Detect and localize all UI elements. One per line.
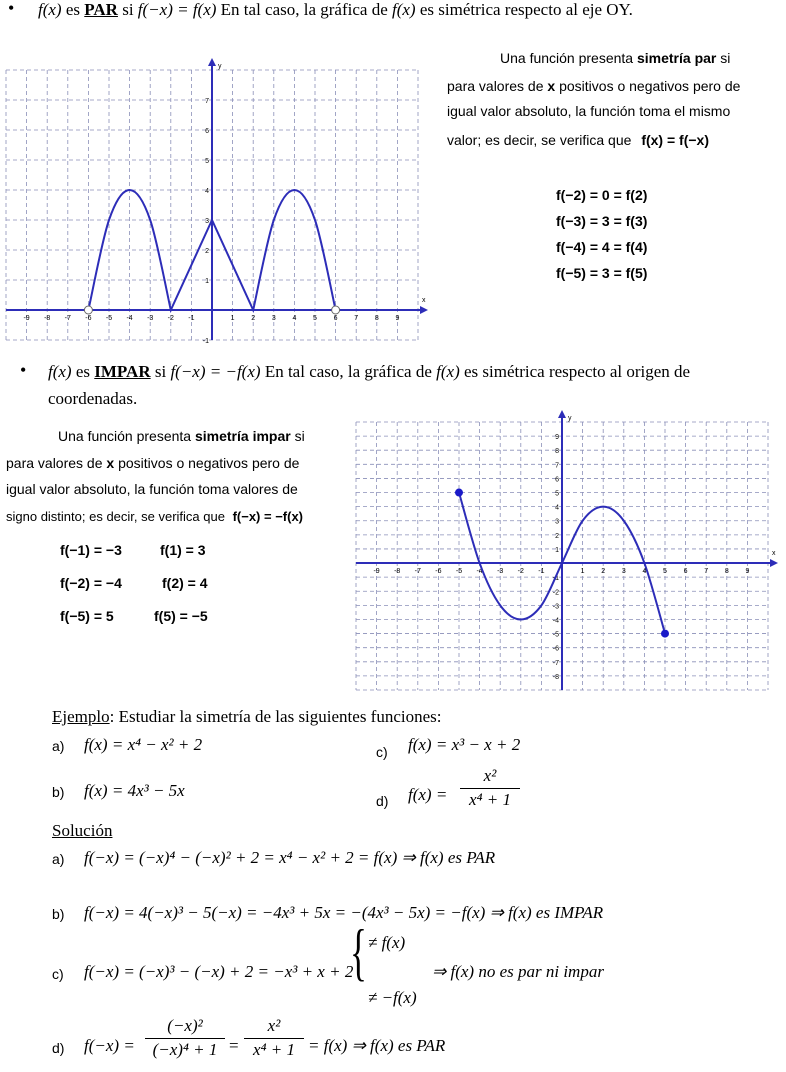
impar-example: f(−1) = −3 [60, 542, 122, 558]
tail-post: es simétrica respecto al origen de [463, 362, 691, 381]
fx2: f(x) [392, 0, 416, 19]
closed-point [455, 489, 463, 497]
example-d-num: x² [483, 766, 497, 785]
x-tick-label: -3 [147, 315, 154, 322]
desc3a: para valores de [6, 455, 103, 471]
y-axis-label: y [568, 415, 572, 422]
par-definition-line [38, 0, 633, 20]
x-tick-label: 9 [395, 315, 400, 322]
solution-b: f(−x) = 4(−x)³ − 5(−x) = −4x³ + 5x = −(4x³ − 5x) = −f(x) ⇒ f(x) es IMPAR [84, 903, 604, 922]
impar-desc-line3: igual valor absoluto, la función toma valores de [6, 481, 298, 497]
x-axis-label: x [422, 297, 426, 304]
x-tick-label: -4 [126, 315, 133, 322]
y-tick-label: 5 [555, 490, 559, 498]
solution-d-frac1 [145, 1016, 225, 1060]
y-tick-label: 3 [205, 218, 209, 225]
par-condition: f(−x) = f(x) [137, 0, 217, 19]
example-c: f(x) = x³ − x + 2 [408, 735, 521, 754]
x-axis-arrow [770, 559, 778, 567]
y-tick-label: -6 [552, 645, 559, 653]
example-d-lhs: f(x) = [408, 785, 448, 804]
example-title-rest: : Estudiar la simetría de las siguientes funciones: [109, 707, 442, 726]
desc1: Una función presenta [500, 50, 634, 66]
y-tick-label: 5 [205, 158, 209, 165]
y-tick-label: 4 [555, 504, 559, 512]
solution-d-den2: x⁴ + 1 [244, 1038, 304, 1060]
solution-c-bottom: ≠ −f(x) [368, 988, 417, 1007]
impar-example: f(2) = 4 [162, 575, 208, 591]
y-tick-label: -7 [552, 659, 559, 667]
example-d-den: x⁴ + 1 [460, 788, 520, 810]
desc2: si [720, 50, 731, 66]
example-a: f(x) = x⁴ − x² + 2 [84, 735, 203, 754]
y-tick-label: 6 [205, 128, 209, 135]
x-tick-label: -7 [414, 568, 421, 576]
x-tick-label: -8 [44, 315, 51, 322]
y-tick-label: 3 [555, 518, 559, 526]
x-tick-label: -6 [435, 568, 442, 576]
fx: f(x) [38, 0, 62, 19]
desc-bold: simetría par [636, 50, 717, 66]
closed-point [661, 630, 669, 638]
x-tick-label: -2 [167, 315, 174, 322]
y-tick-label: 9 [555, 434, 559, 442]
solution-c: f(−x) = (−x)³ − (−x) + 2 = −x³ + x + 2 [84, 962, 354, 981]
y-tick-label: 8 [555, 448, 559, 456]
par-chart [0, 46, 430, 346]
y-tick-label: -3 [552, 603, 559, 611]
impar-label: IMPAR [94, 362, 151, 381]
x-tick-label: 2 [601, 568, 606, 576]
impar-definition-line [48, 362, 690, 382]
open-point [84, 306, 92, 314]
bullet: • [8, 0, 15, 18]
y-tick-label: -5 [552, 631, 559, 639]
y-tick-label: 7 [205, 98, 209, 105]
x-tick-label: 6 [333, 315, 338, 322]
x-tick-label: -5 [455, 568, 463, 576]
y-tick-label: 6 [555, 476, 559, 484]
solution-a: f(−x) = (−x)⁴ − (−x)² + 2 = x⁴ − x² + 2 = f(x) ⇒ f(x) es PAR [84, 848, 496, 867]
desc5a: valor; es decir, se verifica que [447, 132, 632, 148]
desc3x: x [547, 78, 556, 94]
desc2: si [294, 428, 305, 444]
example-d-frac [460, 766, 520, 810]
y-tick-label: 2 [555, 532, 559, 540]
es-word: es [75, 362, 91, 381]
bullet: • [20, 360, 27, 380]
si-word: si [154, 362, 167, 381]
impar-examples [60, 542, 260, 641]
y-axis-arrow [558, 410, 566, 418]
es-word: es [65, 0, 81, 19]
par-label: PAR [84, 0, 118, 19]
x-tick-label: -8 [394, 568, 401, 576]
y-tick-label: -1 [552, 575, 559, 583]
par-desc-line3: igual valor absoluto, la función toma el mismo [447, 103, 731, 119]
impar-example-row [60, 542, 260, 575]
label-a: a) [52, 851, 65, 867]
x-tick-label: -1 [188, 315, 195, 322]
y-tick-label: 1 [555, 546, 559, 554]
x-tick-label: 9 [745, 568, 750, 576]
x-tick-label: -3 [497, 568, 504, 576]
desc3x: x [106, 455, 115, 471]
desc1: Una función presenta [58, 428, 192, 444]
solution-c-tail: ⇒ f(x) no es par ni impar [432, 962, 604, 981]
desc-bold: simetría impar [194, 428, 291, 444]
impar-example: f(1) = 3 [160, 542, 206, 558]
x-tick-label: 2 [251, 315, 256, 322]
label-a: a) [52, 738, 65, 754]
par-example: f(−3) = 3 = f(3) [556, 213, 648, 229]
label-d: d) [52, 1040, 65, 1056]
y-tick-label: -8 [552, 673, 559, 681]
par-desc-line2 [447, 78, 740, 94]
par-example: f(−5) = 3 = f(5) [556, 265, 648, 281]
impar-example: f(−2) = −4 [60, 575, 122, 591]
x-tick-label: -6 [85, 315, 92, 322]
impar-example: f(−5) = 5 [60, 608, 114, 624]
x-tick-label: 6 [683, 568, 688, 576]
desc3b: positivos o negativos pero de [559, 78, 741, 94]
impar-example: f(5) = −5 [154, 608, 208, 624]
y-tick-label: -2 [552, 589, 559, 597]
impar-desc-line4 [6, 509, 303, 524]
label-b: b) [52, 784, 65, 800]
x-tick-label: 4 [642, 568, 647, 576]
x-tick-label: 1 [580, 568, 585, 576]
x-tick-label: 5 [313, 315, 317, 322]
x-tick-label: 8 [724, 568, 729, 576]
y-tick-label: 7 [555, 462, 559, 470]
x-axis-arrow [420, 306, 428, 314]
x-tick-label: 7 [704, 568, 709, 576]
solution-title: Solución [52, 821, 113, 840]
desc3a: para valores de [447, 78, 544, 94]
solution-d-eq: = [229, 1036, 239, 1055]
example-title-u: Ejemplo [52, 707, 110, 726]
par-example: f(−2) = 0 = f(2) [556, 187, 648, 203]
impar-desc-line1 [58, 428, 305, 444]
label-c: c) [52, 966, 64, 982]
x-tick-label: -4 [476, 568, 483, 576]
impar-desc-line2 [6, 455, 299, 471]
desc5b: f(−x) = −f(x) [232, 509, 304, 524]
x-tick-label: 8 [374, 315, 379, 322]
par-desc-line4 [447, 132, 709, 148]
impar-example-row [60, 575, 260, 608]
x-tick-label: -1 [538, 568, 545, 576]
x-tick-label: 1 [230, 315, 235, 322]
desc5a: signo distinto; es decir, se verifica que [6, 509, 225, 524]
label-b: b) [52, 906, 65, 922]
x-tick-label: 3 [271, 315, 276, 322]
x-axis-label: x [772, 550, 776, 558]
x-tick-label: -9 [373, 568, 380, 576]
solution-c-brace: { [350, 916, 367, 987]
si-word: si [122, 0, 134, 19]
tail-pre: En tal caso, la gráfica de [264, 362, 432, 381]
x-tick-label: 7 [354, 315, 359, 322]
x-tick-label: -9 [23, 315, 30, 322]
y-tick-label: 2 [205, 248, 209, 255]
y-axis-label: y [218, 63, 222, 70]
impar-definition-line2: coordenadas. [48, 389, 138, 408]
impar-chart [350, 410, 775, 700]
y-tick-label: -4 [552, 617, 559, 625]
example-b: f(x) = 4x³ − 5x [84, 781, 185, 800]
open-point [332, 306, 340, 314]
tail-post: es simétrica respecto al eje OY. [419, 0, 633, 19]
y-tick-label: 1 [205, 278, 209, 285]
solution-d-tail: = f(x) ⇒ f(x) es PAR [308, 1036, 446, 1055]
solution-d-num2: x² [267, 1016, 281, 1035]
x-tick-label: 4 [292, 315, 297, 322]
example-title [52, 707, 442, 727]
x-tick-label: -7 [64, 315, 71, 322]
x-tick-label: -5 [105, 315, 113, 322]
label-d: d) [376, 793, 389, 809]
desc3b: positivos o negativos pero de [118, 455, 300, 471]
par-example: f(−4) = 4 = f(4) [556, 239, 648, 255]
x-tick-label: 5 [663, 568, 667, 576]
tail-pre: En tal caso, la gráfica de [220, 0, 388, 19]
x-tick-label: 3 [621, 568, 626, 576]
solution-c-top: ≠ f(x) [368, 933, 406, 952]
solution-d-lhs: f(−x) = [84, 1036, 135, 1055]
par-desc-line1 [500, 50, 730, 66]
y-axis-arrow [208, 58, 216, 66]
solution-d-den1: (−x)⁴ + 1 [145, 1038, 225, 1060]
y-tick-label: -1 [202, 338, 209, 345]
fx2: f(x) [436, 362, 460, 381]
fx: f(x) [48, 362, 72, 381]
impar-example-row [60, 608, 260, 641]
y-tick-label: 4 [205, 188, 209, 195]
par-examples [556, 182, 647, 286]
solution-d-frac2 [244, 1016, 304, 1060]
solution-d-num1: (−x)² [167, 1016, 203, 1035]
label-c: c) [376, 744, 388, 760]
impar-condition: f(−x) = −f(x) [170, 362, 261, 381]
desc5b: f(x) = f(−x) [641, 132, 709, 148]
x-tick-label: -2 [517, 568, 524, 576]
